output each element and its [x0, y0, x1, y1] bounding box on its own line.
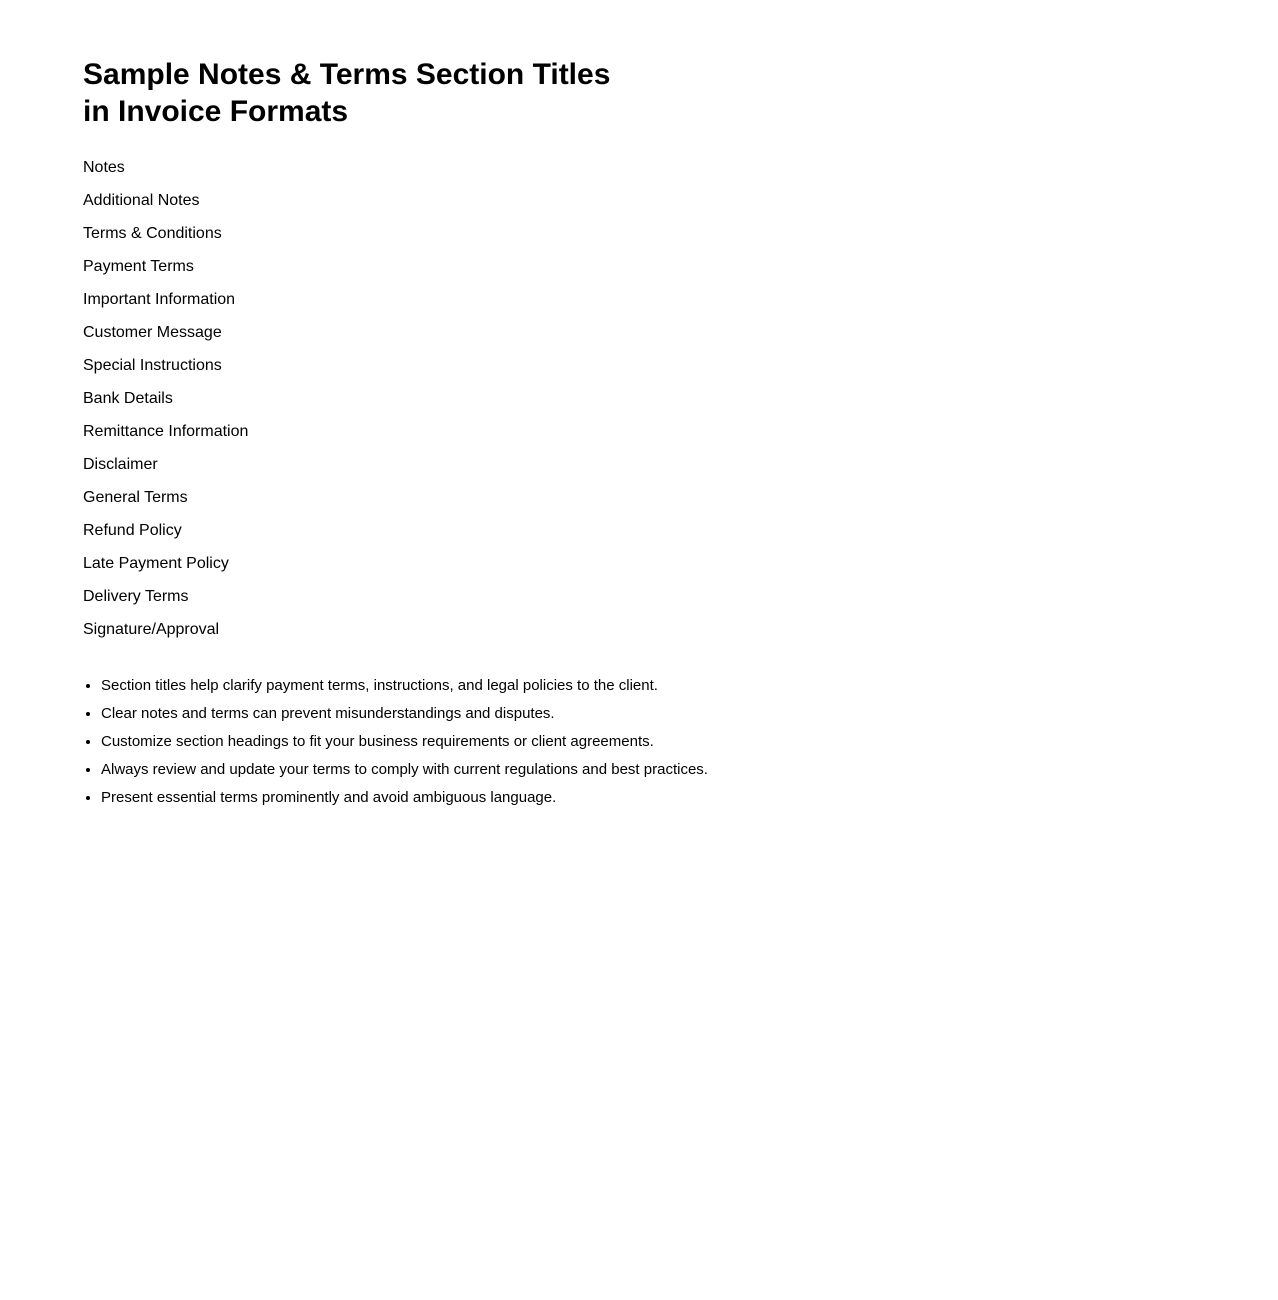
section-title-item: Signature/Approval [83, 621, 220, 638]
page-title-line-2: in Invoice Formats [83, 95, 349, 128]
note-bullet-item: • Section titles help clarify payment terms, instructions, and legal policies to the client. [101, 672, 1218, 700]
note-bullet-item: • Clear notes and terms can prevent misunderstandings and disputes. [101, 700, 1218, 728]
note-bullet-item: • Customize section headings to fit your business requirements or client agreements. [101, 728, 1218, 756]
section-title-item: Notes [83, 159, 125, 176]
section-title-item: Remittance Information [83, 423, 249, 440]
section-title-item: Terms & Conditions [83, 225, 222, 242]
section-title-item: Disclaimer [83, 456, 158, 473]
section-titles-list [83, 151, 1218, 646]
section-title-item: Special Instructions [83, 357, 222, 374]
page-title-line-1: Sample Notes & Terms Section Titles [83, 58, 611, 91]
note-bullet-item: • Present essential terms prominently and avoid ambiguous language. [101, 784, 1218, 812]
section-title-item: Important Information [83, 291, 236, 308]
section-title-item: Late Payment Policy [83, 555, 229, 572]
section-title-item: Delivery Terms [83, 588, 189, 605]
section-title-item: Refund Policy [83, 522, 182, 539]
section-title-item: General Terms [83, 489, 188, 506]
note-bullet-item: • Always review and update your terms to comply with current regulations and best practices. [101, 756, 1218, 784]
page-title [83, 56, 1218, 130]
section-title-item: Bank Details [83, 390, 173, 407]
notes-bullet-list [83, 672, 1218, 812]
section-title-item: Customer Message [83, 324, 222, 341]
section-title-item: Additional Notes [83, 192, 200, 209]
section-title-item: Payment Terms [83, 258, 194, 275]
